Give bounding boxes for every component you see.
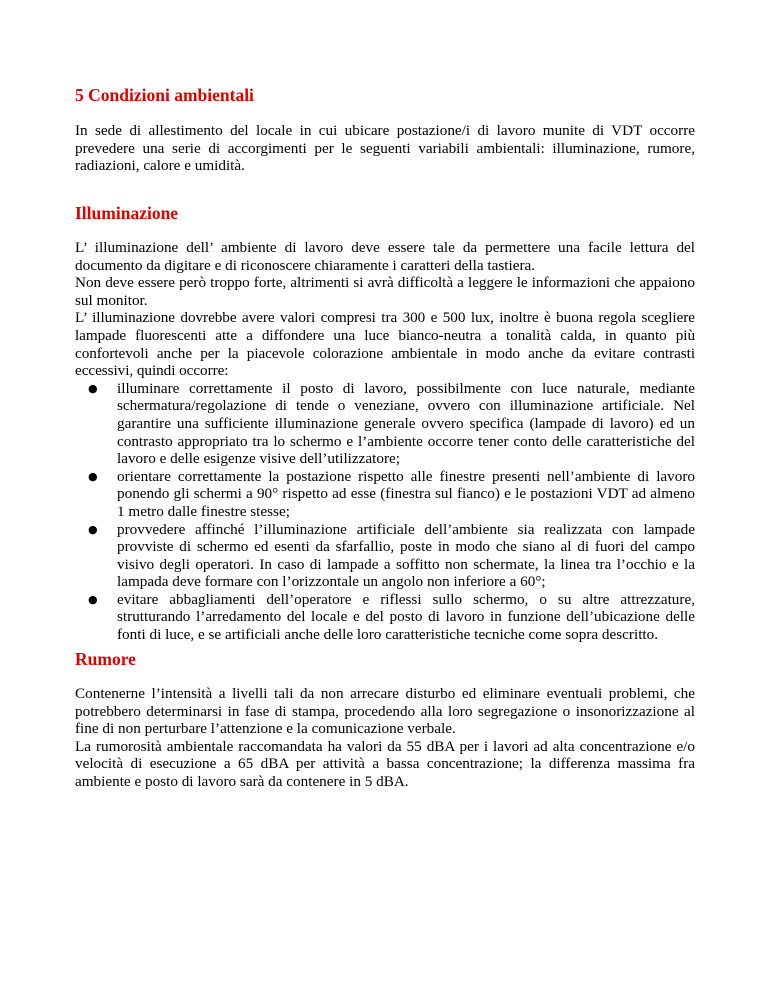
bullet-icon: ●	[88, 592, 98, 606]
illuminazione-paragraph-1: L’ illuminazione dell’ ambiente di lavoro deve essere tale da permettere una facile lettura del documento da digitare e di riconoscere chiaramente i caratteri della tastiera.	[75, 239, 695, 274]
heading-illuminazione: Illuminazione	[75, 203, 179, 223]
rumore-paragraph-1: Contenerne l’intensità a livelli tali da non arrecare disturbo ed eliminare eventuali problemi, che potrebbero determinarsi in fase di stampa, procedendo alla loro segregazione o insonorizzazione al fine di non perturbare l’attenzione e la comunicazione verbale.	[75, 685, 695, 738]
bullet-icon: ●	[88, 522, 98, 536]
list-item: ● provvedere affinché l’illuminazione artificiale dell’ambiente sia realizzata con lampade provviste di schermo ed esenti da sfarfallio, poste in modo che siano al di fuori del campo visivo degli operatori. In caso di lampade a soffitto non schermate, la linea tra l’occhio e la lampada deve formare con l’orizzontale un angolo non inferiore a 60°;	[88, 520, 695, 591]
illuminazione-paragraph-3: L’ illuminazione dovrebbe avere valori compresi tra 300 e 500 lux, inoltre è buona regola scegliere lampade fluorescenti atte a diffondere una luce bianco-neutra a tonalità calda, in quanto più confortevoli anche per la piacevole colorazione ambientale in modo anche da evitare contrasti eccessivi, quindi occorre:	[75, 309, 695, 380]
illuminazione-bullet-list	[75, 380, 695, 644]
illuminazione-paragraph-2: Non deve essere però troppo forte, altrimenti si avrà difficoltà a leggere le informazioni che appaiono sul monitor.	[75, 274, 695, 309]
rumore-body	[75, 685, 695, 791]
rumore-paragraph-2: La rumorosità ambientale raccomandata ha valori da 55 dBA per i lavori ad alta concentrazione e/o velocità di esecuzione a 65 dBA per attività a bassa concentrazione; la differenza massima fra ambiente e posto di lavoro sarà da contenere in 5 dBA.	[75, 737, 695, 790]
list-item: ● orientare correttamente la postazione rispetto alle finestre presenti nell’ambiente di lavoro ponendo gli schermi a 90° rispetto ad esse (finestra sul fianco) e le postazioni VDT ad almeno 1 metro dalle finestre stesse;	[88, 467, 695, 520]
heading-rumore: Rumore	[75, 649, 136, 669]
section-title: 5 Condizioni ambientali	[75, 85, 254, 105]
bullet-icon: ●	[88, 381, 98, 395]
list-item: ● illuminare correttamente il posto di lavoro, possibilmente con luce naturale, mediante schermatura/regolazione di tende o veneziane, ovvero con illuminazione artificiale. Nel garantire una sufficiente illuminazione generale ovvero specifica (lampade di lavoro) ed un contrasto appropriato tra lo schermo e l’ambiente occorre tener conto delle caratteristiche del lavoro e delle esigenze visive dell’utilizzatore;	[88, 379, 695, 468]
intro-paragraph: In sede di allestimento del locale in cui ubicare postazione/i di lavoro munite di VDT occorre prevedere una serie di accorgimenti per le seguenti variabili ambientali: illuminazione, rumore, radiazioni, calore e umidità.	[75, 122, 695, 175]
bullet-icon: ●	[88, 469, 98, 483]
illuminazione-body	[75, 239, 695, 644]
list-item: ● evitare abbagliamenti dell’operatore e riflessi sullo schermo, o su altre attrezzature, strutturando l’arredamento del locale e del posto di lavoro in funzione dell’ubicazione delle fonti di luce, e se artificiali anche delle loro caratteristiche tecniche come sopra descritto.	[88, 590, 695, 644]
